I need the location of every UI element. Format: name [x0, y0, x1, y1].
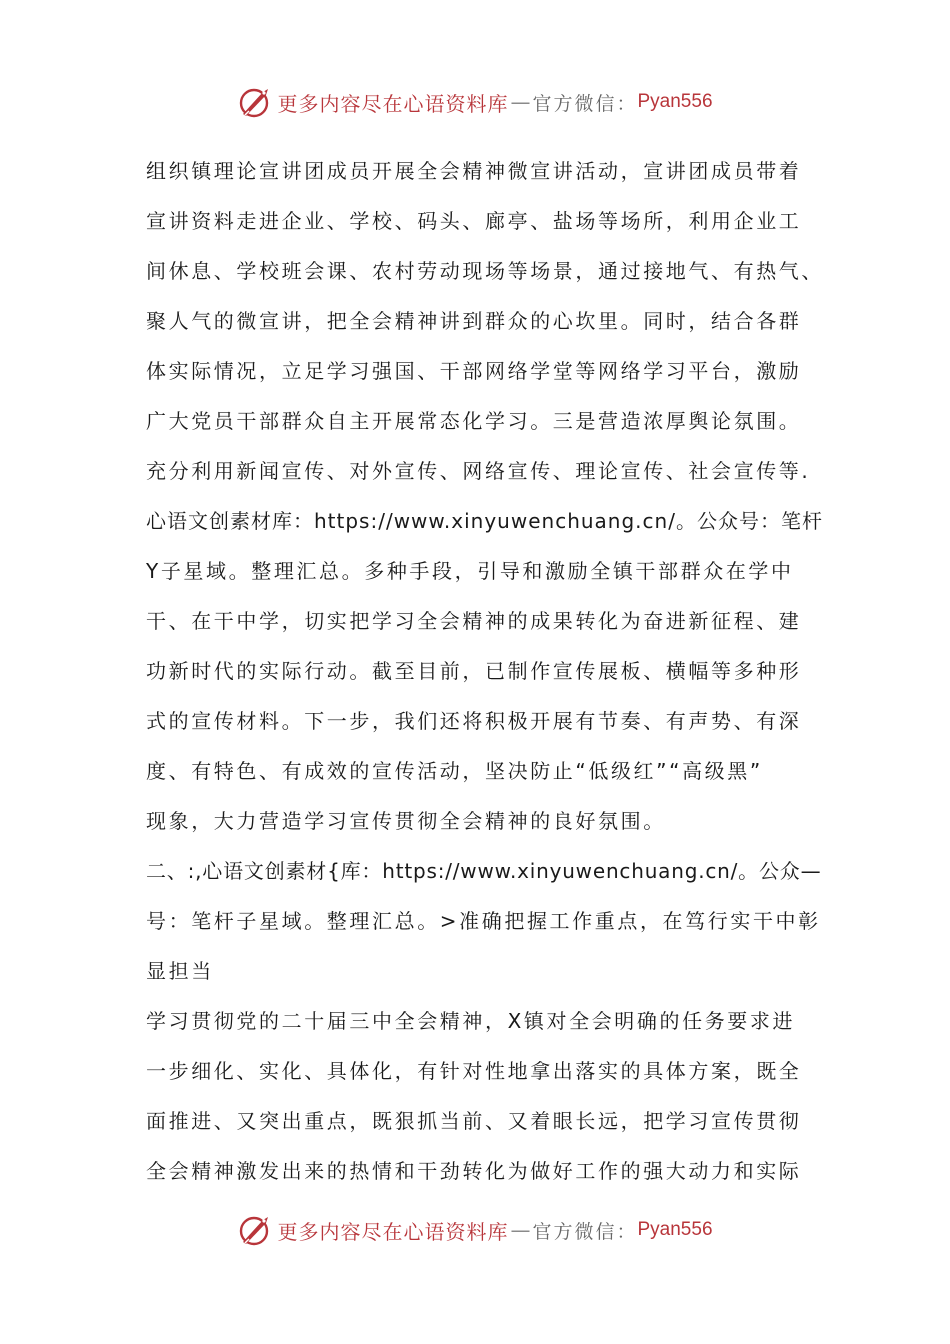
footer-banner: [0, 1210, 950, 1250]
body-line: 号：笔杆子星域。整理汇总。>准确把握工作重点，在笃行实干中彰: [146, 909, 821, 933]
footer-wechat-id: Pyan556: [637, 1219, 713, 1240]
body-line: 广大党员干部群众自主开展常态化学习。三是营造浓厚舆论氛围。: [146, 409, 802, 433]
footer-dash: —: [510, 1218, 531, 1242]
body-line: 面推进、又突出重点，既狠抓当前、又着眼长远，把学习宣传贯彻: [146, 1109, 802, 1133]
body-line: 显担当: [146, 959, 214, 983]
body-line: 组织镇理论宣讲团成员开展全会精神微宣讲活动，宣讲团成员带着: [146, 159, 802, 183]
body-line: 二、:,心语文创素材{库：https://www.xinyuwenchuang.cn/。公众—: [146, 859, 822, 883]
body-line: 一步细化、实化、具体化，有针对性地拿出落实的具体方案，既全: [146, 1059, 802, 1083]
body-line: 聚人气的微宣讲，把全会精神讲到群众的心坎里。同时，结合各群: [146, 309, 802, 333]
body-line: 式的宣传材料。下一步，我们还将积极开展有节奏、有声势、有深: [146, 709, 802, 733]
body-line: 干、在干中学，切实把学习全会精神的成果转化为奋进新征程、建: [146, 609, 802, 633]
body-line: 宣讲资料走进企业、学校、码头、廊亭、盐场等场所，利用企业工: [146, 209, 802, 233]
body-line: 功新时代的实际行动。截至目前，已制作宣传展板、横幅等多种形: [146, 659, 802, 683]
body-line: 间休息、学校班会课、农村劳动现场等场景，通过接地气、有热气、: [146, 259, 824, 283]
header-brand-text: 更多内容尽在心语资料库: [277, 91, 509, 116]
body-line: 全会精神激发出来的热情和干劲转化为做好工作的强大动力和实际: [146, 1159, 802, 1183]
body-line: 心语文创素材库：https://www.xinyuwenchuang.cn/。公众号：笔杆: [146, 509, 823, 533]
header-banner: [0, 82, 950, 122]
header-wechat-id: Pyan556: [637, 91, 713, 112]
pen-logo-icon: [237, 1212, 273, 1248]
header-dash: —: [510, 90, 531, 114]
body-line: Y子星域。整理汇总。多种手段，引导和激励全镇干部群众在学中: [146, 559, 794, 583]
body-line: 现象，大力营造学习宣传贯彻全会精神的良好氛围。: [146, 809, 666, 833]
header-official-label: 官方微信：: [532, 92, 638, 115]
footer-official-label: 官方微信：: [532, 1220, 638, 1243]
pen-logo-icon: [237, 84, 273, 120]
body-line: 学习贯彻党的二十届三中全会精神，X镇对全会明确的任务要求进: [146, 1009, 796, 1033]
body-line: 度、有特色、有成效的宣传活动，坚决防止“低级红”“高级黑”: [146, 759, 763, 783]
footer-brand-text: 更多内容尽在心语资料库: [277, 1219, 509, 1244]
body-line: 充分利用新闻宣传、对外宣传、网络宣传、理论宣传、社会宣传等.: [146, 459, 811, 483]
document-body: [146, 146, 826, 1196]
body-line: 体实际情况，立足学习强国、干部网络学堂等网络学习平台，激励: [146, 359, 802, 383]
